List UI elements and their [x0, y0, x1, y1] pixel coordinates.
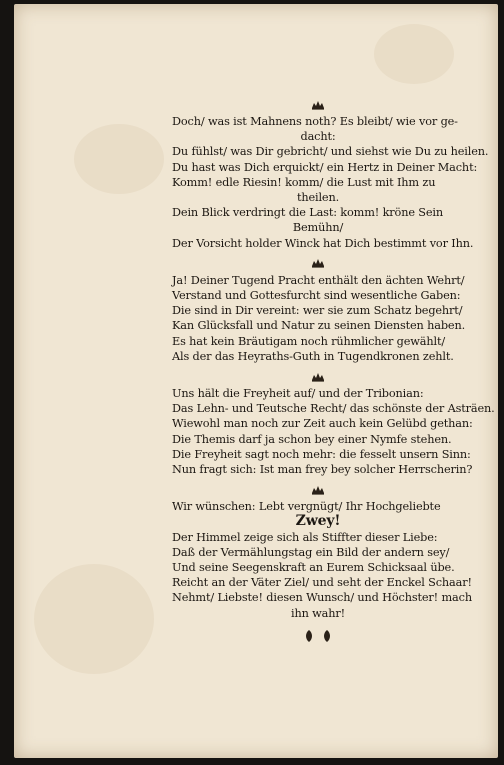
verse-line: theilen.: [296, 191, 340, 205]
verse-line: Zwey!: [295, 513, 341, 530]
crown-ornament-icon: [172, 370, 464, 384]
verse-line: Uns hält die Freyheit auf/ und der Tribonian:: [172, 387, 424, 401]
verse-line: Bemühn/: [292, 221, 344, 235]
verse-line: Die Themis darf ja schon bey einer Nymfe stehen.: [172, 432, 452, 446]
verse-line: Als der das Heyraths-Guth in Tugendkronen zehlt.: [172, 349, 454, 363]
crown-ornament-icon: [172, 257, 464, 271]
verse-line: Der Himmel zeige sich als Stiffter dieser Liebe:: [172, 530, 438, 544]
paper-stain: [74, 124, 164, 194]
closing-ornament-icon: [172, 629, 464, 647]
verse-line: Doch/ was ist Mahnens noth? Es bleibt/ wie vor ge-: [172, 115, 458, 128]
poem-text: [172, 98, 495, 647]
verse-line: Du fühlst/ was Dir gebricht/ und siehst wie Du zu heilen.: [172, 145, 489, 159]
verse-line: Die sind in Dir vereint: wer sie zum Schatz begehrt/: [172, 304, 463, 318]
verse-line: Wir wünschen: Lebt vergnügt/ Ihr Hochgeliebte: [172, 500, 441, 514]
verse-line: Die Freyheit sagt noch mehr: die fesselt unsern Sinn:: [172, 447, 471, 461]
verse-line: Ja! Deiner Tugend Pracht enthält den ächten Wehrt/: [172, 273, 465, 287]
paper-stain: [374, 24, 454, 84]
verse-line: Der Vorsicht holder Winck hat Dich bestimmt vor Ihn.: [172, 236, 474, 250]
verse-line: ihn wahr!: [290, 606, 346, 620]
verse-line: Du hast was Dich erquickt/ ein Hertz in Deiner Macht:: [172, 160, 478, 174]
stanza: [172, 386, 495, 477]
stanza: [172, 273, 464, 364]
verse-line: Komm! edle Riesin! komm/ die Lust mit Ihm zu: [172, 175, 436, 189]
verse-line: Wiewohl man noch zur Zeit auch kein Gelübd gethan:: [172, 417, 473, 431]
stanza: [172, 499, 472, 621]
verse-line: dacht:: [300, 130, 336, 144]
crown-ornament-icon: [172, 483, 464, 497]
verse-line: Dein Blick verdringt die Last: komm! kröne Sein: [172, 206, 444, 220]
paper-stain: [34, 564, 154, 674]
stanza: [172, 114, 489, 251]
verse-line: Verstand und Gottesfurcht sind wesentliche Gaben:: [172, 289, 461, 303]
crown-ornament-icon: [172, 98, 464, 112]
verse-line: Reicht an der Väter Ziel/ und seht der Enckel Schaar!: [172, 576, 472, 590]
verse-line: Nun fragt sich: Ist man frey bey solcher Herrscherin?: [172, 463, 473, 477]
verse-line: Nehmt/ Liebste! diesen Wunsch/ und Höchster! mach: [172, 591, 472, 605]
verse-line: Und seine Seegenskraft an Eurem Schicksaal übe.: [172, 561, 455, 575]
verse-line: Kan Glücksfall und Natur zu seinen Diensten haben.: [172, 319, 466, 333]
verse-line: Daß der Vermählungstag ein Bild der andern sey/: [172, 545, 450, 559]
verse-line: Das Lehn- und Teutsche Recht/ das schönste der Asträen.: [172, 402, 495, 416]
verse-line: Es hat kein Bräutigam noch rühmlicher gewählt/: [172, 334, 446, 348]
